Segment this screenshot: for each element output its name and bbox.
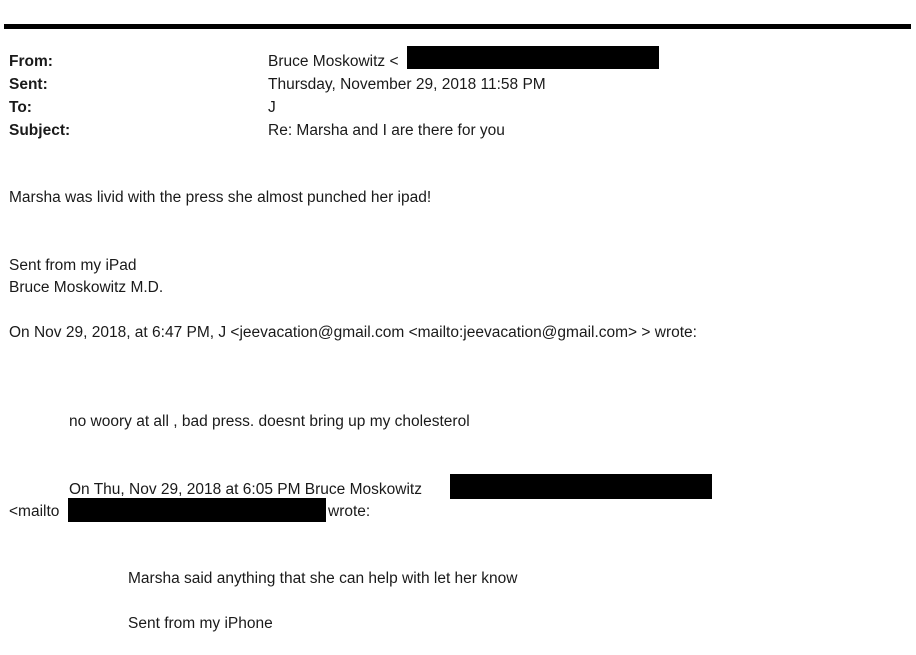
inner-line-2: Sent from my iPhone: [128, 615, 273, 632]
to-label: To:: [9, 99, 32, 116]
quote2-mailto: <mailto: [9, 503, 60, 520]
quote2-wrote: wrote:: [328, 503, 371, 520]
quote2-intro: On Thu, Nov 29, 2018 at 6:05 PM Bruce Moskowitz: [69, 481, 422, 498]
body-line: Marsha was livid with the press she almost punched her ipad!: [9, 189, 432, 206]
inner-line-1: Marsha said anything that she can help with let her know: [128, 570, 518, 587]
header-divider: [4, 24, 911, 29]
signature-line-2: Bruce Moskowitz M.D.: [9, 279, 164, 296]
reply-text: no woory at all , bad press. doesnt bring up my cholesterol: [69, 413, 470, 430]
quote-intro: On Nov 29, 2018, at 6:47 PM, J <jeevacation@gmail.com <mailto:jeevacation@gmail.com> > wrote:: [9, 324, 697, 341]
from-value: Bruce Moskowitz <: [268, 53, 399, 70]
to-value: J: [268, 99, 276, 116]
subject-value: Re: Marsha and I are there for you: [268, 122, 505, 139]
sent-value: Thursday, November 29, 2018 11:58 PM: [268, 76, 546, 93]
redaction-from-email: [407, 46, 659, 69]
sent-label: Sent:: [9, 76, 48, 93]
subject-label: Subject:: [9, 122, 71, 139]
redaction-sender-email: [450, 474, 712, 499]
signature-line-1: Sent from my iPad: [9, 257, 137, 274]
redaction-mailto-email: [68, 498, 326, 522]
from-label: From:: [9, 53, 53, 70]
